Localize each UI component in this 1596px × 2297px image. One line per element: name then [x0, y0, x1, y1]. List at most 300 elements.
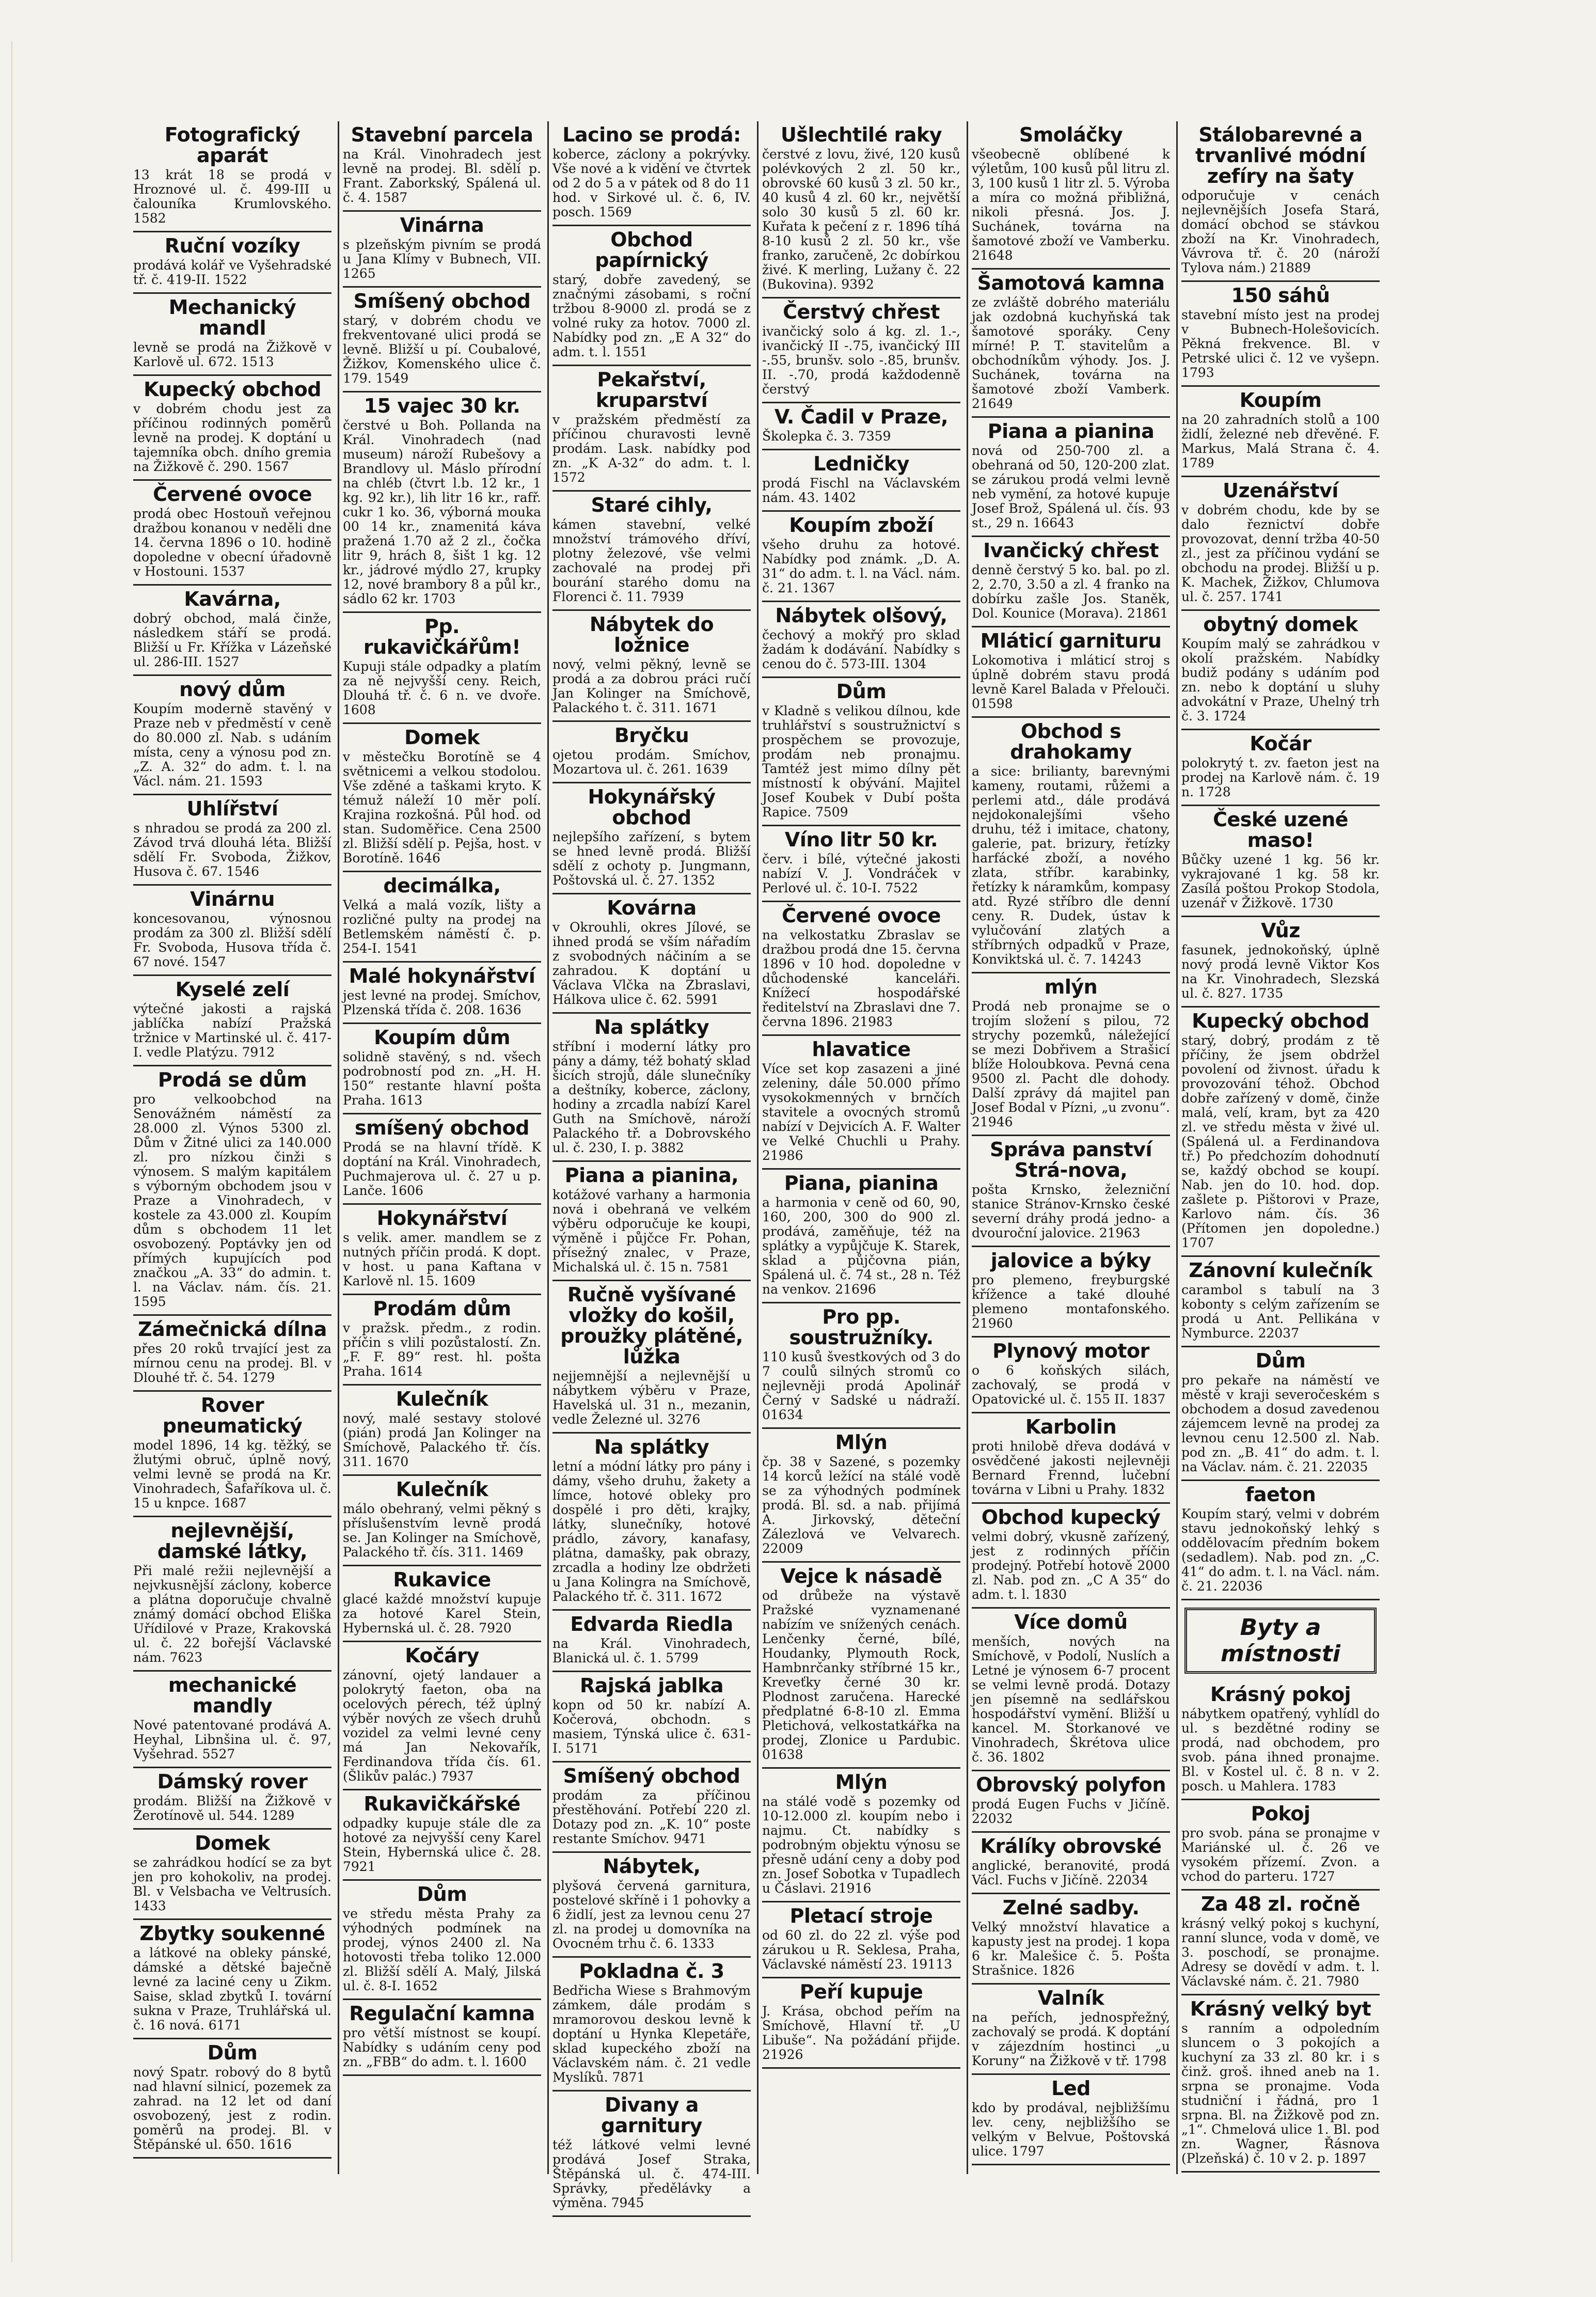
ad-headline: Nábytek do ložnice	[589, 613, 714, 656]
ad-headline: Led	[1051, 2077, 1091, 2100]
classified-ad	[343, 872, 541, 963]
ad-body: v pražsk. předm., z rodin. příčin s vlili pozůstalostí. Zn. „F. F. 89“ rest. hl. pošta Praha. 1614	[343, 1320, 541, 1379]
ad-body: krásný velký pokoj s kuchyní, ranní slunce, voda v domě, ve 3. poschodí, se pronajme. Adresy se dovědí v adm. t. l. Václavské nám. č. 21. 7980	[1181, 1916, 1380, 1989]
ad-body: červ. i bílé, výtečné jakosti nabízí V. J. Vondráček v Perlové ul. č. 10-I. 7522	[762, 852, 960, 895]
classified-ad	[133, 1830, 331, 1920]
ad-headline: Mlýn	[835, 1431, 888, 1454]
classified-ad	[552, 1672, 751, 1763]
classified-ad	[133, 294, 331, 376]
classified-ad	[972, 537, 1170, 627]
ad-body: čerstvé u Boh. Pollanda na Král. Vinohradech (nad museum) nároží Rubešovy a Brandlovy ul. Máslo přírodní na chléb (čtvrt l.b. 12 kr., 1 kg. 92 kr.), lih litr 16 kr., rafř. cukr 1 ko. 36, výborná mouka 00 14 kr., znamenitá káva pražená 1.70 až 2 zl., čočka litr 9, hrách 8, šišt 1 kg. 12 kr., jádrové mýdlo 27, krupky 12, nové brambory 8 a půl kr., sádlo 62 kr. 1703	[343, 418, 541, 606]
ad-headline: Piana, pianina	[784, 1172, 939, 1194]
classified-ad	[552, 1611, 751, 1672]
classified-ad	[133, 1392, 331, 1517]
ad-headline: Koupím dům	[374, 1026, 510, 1049]
classified-ad	[972, 1833, 1170, 1894]
classified-ad	[1181, 121, 1380, 282]
classified-ad	[552, 894, 751, 1014]
ad-headline: Malé hokynářství	[349, 965, 535, 987]
classified-ad	[343, 1790, 541, 1881]
classified-ad	[552, 1958, 751, 2091]
ad-headline: Prodá se dům	[157, 1068, 307, 1091]
ad-headline: Piana a pianina	[987, 420, 1155, 443]
ad-body: pro plemeno, freyburgské křížence a také dlouhé plemeno montafonského. 21960	[972, 1272, 1170, 1331]
ad-column	[548, 121, 755, 2210]
ad-headline: Červené ovoce	[782, 904, 941, 927]
ad-body: denně čerstvý 5 ko. bal. po zl. 2, 2.70, 3.50 a zl. 4 franko na dobírku zašle Jos. Staněk, Dol. Kounice (Morava). 21861	[972, 562, 1170, 621]
ad-headline: V. Čadil v Praze,	[774, 405, 949, 428]
classified-ad	[133, 676, 331, 795]
ad-body: koberce, záclony a pokrývky. Vše nové a k vidění ve čtvrtek od 2 do 5 a v pátek od 8 do 11 hod. v Sirkové ul. č. 6, IV. posch. 1569	[552, 147, 751, 219]
ad-body: nový Spatr. robový do 8 bytů nad hlavní silnicí, pozemek za zahrad. na 12 let od daní osvobozený, jest z rodin. poměrů na prodej. Bl. v Štěpánské ul. 650. 1616	[133, 2065, 331, 2152]
classified-ad	[972, 1413, 1170, 1504]
classified-ad	[133, 886, 331, 976]
classified-ad	[762, 1769, 960, 1902]
ad-body: na velkostatku Zbraslav se dražbou prodá dne 15. června 1896 v 10 hod. dopoledne v důchodenské kanceláři. Knížecí hospodářské ředitelství na Zbraslavi dne 7. června 1896. 21983	[762, 927, 960, 1029]
classified-ad	[343, 392, 541, 613]
ad-headline: Zánovní kulečník	[1189, 1259, 1372, 1282]
classified-ad	[552, 2091, 751, 2217]
classified-ad	[1181, 387, 1380, 477]
ad-headline: Smíšený obchod	[353, 290, 531, 312]
ad-headline: Regulační kamna	[349, 2002, 535, 2025]
ad-body: v Kladně s velikou dílnou, kde truhlářství s soustružnictví s prospěchem se provozuje, prodám neb pronajmu. Tamtéž jest mimo dílny pět místností k obývání. Majitel Josef Koubek v Dubí pošta Rapice. 7509	[762, 703, 960, 820]
ad-body: starý, dobře zavedený, se značnými zásobami, s roční tržbou 8-9000 zl. prodá se z volné ruky za hotov. 7000 zl. Nabídky pod zn. „E A 32“ do adm. t. l. 1551	[552, 272, 751, 359]
ad-headline: Víno litr 50 kr.	[784, 828, 938, 851]
ad-body: fasunek, jednokoňský, úplně nový prodá levně Viktor Kos na Kr. Vinohradech, Slezská ul. č. 827. 1735	[1181, 942, 1380, 1001]
classified-ad	[1181, 1995, 1380, 2173]
ad-headline: hlavatice	[812, 1038, 911, 1061]
ad-headline: Obchod papírnický	[595, 228, 708, 272]
ad-headline: Smíšený obchod	[563, 1765, 740, 1787]
ad-body: pro pekaře na náměstí ve městě v kraji severočeském s obchodem a dosud zavedenou zájemcem levně na prodej za levnou cenu 12.500 zl. Nab. pod zn. „B. 41“ do adm. t. l. na Václav. nám. č. 21. 22035	[1181, 1373, 1380, 1474]
ad-headline: Zelné sadby.	[1002, 1896, 1140, 1919]
classified-ad	[762, 1563, 960, 1769]
ad-headline: Kočáry	[405, 1644, 479, 1667]
ad-headline: Krásný pokoj	[1210, 1683, 1351, 1706]
ad-body: pro velkoobchod na Senovážném náměstí za 28.000 zl. Výnos 5300 zl. Dům v Žitné ulici za 140.000 zl. pro nízkou činži s výnosem. S malým kapitálem s výborným obchodem jsou v Praze a Vinohradech, v kostele za 43.000 zl. Koupím dům s obchodem 11 let osvobozený. Poptávky jen od přímých kupujících pod značkou „A. 33“ do admin. t. l. na Václav. nám. čís. 21. 1595	[133, 1092, 331, 1309]
classified-ad	[343, 2000, 541, 2076]
ad-body: od drůbeže na výstavě Pražské vyznamenané nabízím ve snížených cenách. Lenčenky černé, bílé, Houdanky, Plymouth Rock, Hambnrčanky stříbrné 15 kr., Kreveťky černé 30 kr. Plodnost zaručena. Harecké předplatné 6-8-10 zl. Emma Pletichová, velkostatkářka na prodej, Zlonice u Pardubic. 01638	[762, 1588, 960, 1762]
ad-body: solidně stavěný, s nd. všech podrobností pod zn. „H. H. 150“ restante hlavní pošta Praha. 1613	[343, 1049, 541, 1108]
ad-column	[339, 121, 545, 2179]
ad-headline: nový dům	[179, 678, 286, 701]
classified-ad	[552, 783, 751, 894]
ad-headline: mechanické mandly	[168, 1674, 297, 1717]
ad-headline: Králíky obrovské	[980, 1835, 1162, 1858]
classified-ad	[762, 1170, 960, 1303]
ad-headline: Kulečník	[396, 1388, 488, 1410]
ad-headline: Na splátky	[594, 1436, 709, 1458]
ad-headline: Lacino se prodá:	[562, 123, 741, 146]
classified-ad	[972, 121, 1170, 270]
ad-body: proti hnilobě dřeva dodává v osvědčené jakosti nejlevněji Bernard Frennd, lučební továrna v Libni u Prahy. 1832	[972, 1439, 1170, 1497]
ad-body: ze zvláště dobrého materiálu jak ozdobná kuchyňská tak šamotové sporáky. Ceny mírné! P. T. stavitelům a obchodníkům výhody. Jos. J. Suchánek, továrna na šamotové zboží Vamberk. 21649	[972, 295, 1170, 411]
ad-body: stavební místo jest na prodej v Bubnech-Holešovicích. Pěkná frekvence. Bl. v Petrské ulici č. 12 ve vyšepn. 1793	[1181, 307, 1380, 380]
classified-ad	[133, 2039, 331, 2159]
classified-ad	[972, 1985, 1170, 2075]
ad-body: ivančický solo á kg. zl. 1.-, ivančický II -.75, ivančický III -.55, brunšv. solo -.85, brunšv. II. -.70, prodá každodenně čerstvý	[762, 324, 960, 397]
ad-body: glacé každé množství kupuje za hotové Karel Stein, Hybernská ul. č. 28. 7920	[343, 1592, 541, 1635]
ad-headline: Kulečník	[396, 1478, 488, 1501]
ad-body: carambol s tabulí na 3 kobonty s celým zařízením se prodá u Ant. Pellikána v Nymburce. 22037	[1181, 1282, 1380, 1341]
ad-headline: Ledničky	[813, 452, 909, 475]
ad-body: o 6 koňských silách, zachovalý, se prodá v Opatovické ul. č. 155 II. 1837	[972, 1363, 1170, 1407]
ad-body: koncesovanou, výnosnou prodám za 300 zl. Bližší sdělí Fr. Svoboda, Husova třída č. 67 nové. 1547	[133, 911, 331, 969]
ad-body: Prodá se na hlavní třídě. K doptání na Král. Vinohradech, Puchmajerova ul. č. 27 u p. Lanče. 1606	[343, 1140, 541, 1198]
classified-ad	[1181, 1891, 1380, 1995]
classified-ad	[343, 212, 541, 288]
ad-headline: Nábytek,	[603, 1855, 701, 1878]
ad-body: kotážové varhany a harmonia nová i obehraná ve velkém výběru odporučuje ke koupi, výměně i půjčce Fr. Pohan, přísežný znalec, v Praze, Michalská ul. č. 15 n. 7581	[552, 1187, 751, 1275]
ad-body: všeobecně oblíbené k výletům, 100 kusů půl litru zl. 3, 100 kusů 1 litr zl. 5. Výroba a míra co možná přibližná, nikoli přesná. Jos. J. Suchánek, továrna na šamotové zboží ve Vamberku. 21648	[972, 147, 1170, 263]
ad-headline: Vůz	[1261, 919, 1300, 942]
classified-ad	[972, 973, 1170, 1136]
ad-body: zánovní, ojetý landauer a polokrytý faeton, oba na ocelových pérech, též úplný výběr nových ze všech druhů vozidel za velmi levné ceny má Jan Nekovařík, Ferdinandova třída čís. 61. (Šlikův palác.) 7937	[343, 1667, 541, 1784]
classified-ad	[1181, 730, 1380, 806]
ad-body: prodám. Bližší na Žižkově v Žerotínově ul. 544. 1289	[133, 1793, 331, 1823]
ad-headline: Rover pneumatický	[162, 1394, 303, 1437]
ad-body: na stálé vodě s pozemky od 10-12.000 zl. koupím nebo i najmu. Ct. nabídky s podrobným objektu výnosu se přesně udání ceny a doby pod zn. Josef Sobotka v Tupadlech u Čáslavi. 21916	[762, 1794, 960, 1896]
classified-ad	[972, 418, 1170, 537]
ad-body: 110 kusů švestkových od 3 do 7 coulů silných stromů co nejlevněji prodá Apolinář Černý v Sadské u nádraží. 01634	[762, 1349, 960, 1422]
classified-ad	[343, 1642, 541, 1790]
ad-body: kámen stavební, velké množství trámového dříví, plotny železové, vše velmi zachovalé na prodej při bourání starého domu na Florenci č. 11. 7939	[552, 517, 751, 604]
classified-ad	[552, 492, 751, 611]
ad-body: s nhradou se prodá za 200 zl. Závod trvá dlouhá léta. Bližší sdělí Fr. Svoboda, Žižkov, Husova č. 67. 1546	[133, 821, 331, 879]
ad-headline: Kavárna,	[184, 588, 281, 610]
classified-ad	[133, 1768, 331, 1830]
classified-ad	[343, 121, 541, 212]
ad-headline: Stavební parcela	[351, 123, 533, 146]
ad-body: Kupuji stále odpadky a platím za ně nejvyšší ceny. Reich, Dlouhá tř. č. 6 n. ve dvoře. 1608	[343, 659, 541, 717]
classified-ad	[762, 121, 960, 298]
ad-body: málo obehraný, velmi pěkný s příslušenstvím levně prodá se. Jan Kolinger na Smíchově, Palackého tř. čís. 311. 1469	[343, 1501, 541, 1560]
ad-body: kopn od 50 kr. nabízí A. Kočerová, obchodn. s masiem, Týnská ulice č. 631-I. 5171	[552, 1697, 751, 1756]
ad-body: nový, velmi pěkný, levně se prodá a za dobrou práci ručí Jan Kolinger na Smíchově, Palackého t. č. 311. 1671	[552, 657, 751, 715]
classified-ad	[552, 1014, 751, 1162]
classified-ad	[552, 1763, 751, 1853]
ad-body: s velik. amer. mandlem se z nutných příčin prodá. K dopt. v host. u pana Kaftana v Karlově nl. 15. 1609	[343, 1230, 541, 1288]
ad-headline: Koupím	[1239, 389, 1322, 412]
ad-headline: Za 48 zl. ročně	[1200, 1893, 1361, 1915]
ad-body: anglické, beranovité, prodá Václ. Fuchs v Jičíně. 22034	[972, 1858, 1170, 1887]
ad-headline: smíšený obchod	[355, 1116, 529, 1139]
ad-body: Lokomotiva i mláticí stroj s úplně dobrém stavu prodá levně Karel Balada v Přelouči. 01598	[972, 653, 1170, 711]
ad-body: Nové patentované prodává A. Heyhal, Libnšina ul. č. 97, Vyšehrad. 5527	[133, 1718, 331, 1761]
classified-ad	[762, 512, 960, 602]
column-rule	[338, 121, 339, 2174]
classified-ad	[762, 403, 960, 450]
classified-ad	[1181, 1008, 1380, 1257]
ad-headline: Pokoj	[1251, 1802, 1310, 1825]
classified-ad	[343, 963, 541, 1024]
ad-body: levně se prodá na Žižkově v Karlově ul. 672. 1513	[133, 340, 331, 369]
ad-body: pro svob. pána se pronajme v Mariánské ul. č. 26 ve vysokém přízemí. Zvon. a vchod do parteru. 1727	[1181, 1826, 1380, 1884]
classified-ad	[972, 627, 1170, 718]
ad-body: Koupím moderně stavěný v Praze neb v předměstí v ceně do 80.000 zl. Nab. s udáním místa, ceny a výnosu pod zn. „Z. A. 32“ do adm. t. l. na Václ. nám. 21. 1593	[133, 701, 331, 789]
ad-headline: Obchod kupecký	[981, 1506, 1161, 1529]
classified-ad	[133, 1672, 331, 1768]
ad-headline: Mlýn	[835, 1771, 888, 1793]
classified-ad	[133, 376, 331, 481]
ad-body: 13 krát 18 se prodá v Hroznové ul. č. 499-III u čalouníka Krumlovského. 1582	[133, 167, 331, 226]
classified-ad	[133, 1066, 331, 1316]
classified-ad	[1181, 477, 1380, 611]
ad-headline: Pp. rukavičkářům!	[363, 615, 521, 658]
ad-headline: Staré cihly,	[591, 494, 713, 516]
classified-ad	[972, 1894, 1170, 1985]
classified-ad	[552, 1162, 751, 1281]
ad-body: nový, malé sestavy stolové (pián) prodá Jan Kolinger na Smíchově, Palackého tř. čís. 311. 1670	[343, 1411, 541, 1469]
ad-headline: faeton	[1245, 1483, 1316, 1506]
classified-ad	[343, 1295, 541, 1386]
ad-headline: Stálobarevné a trvanlivé módní zefíry na šaty	[1195, 123, 1366, 187]
classified-ad	[972, 718, 1170, 973]
ad-body: na Král. Vinohradech jest levně na prodej. Bl. sdělí p. Frant. Zaborkský, Spálená ul. č. 4. 1587	[343, 147, 541, 205]
ad-headline: Ruční vozíky	[164, 234, 301, 257]
classified-ad	[133, 1316, 331, 1392]
classified-ad	[552, 1853, 751, 1958]
ad-headline: Hokynářství	[376, 1207, 508, 1230]
classified-ad	[1181, 917, 1380, 1008]
classified-ad	[762, 298, 960, 403]
ad-body: v pražském předměstí za příčinou churavosti levně prodám. Lask. nabídky pod zn. „K A-32“ do adm. t. l. 1572	[552, 412, 751, 485]
classified-ad	[343, 1386, 541, 1476]
ad-body: v dobrém chodu, kde by se dalo řeznictví dobře provozovat, denní tržba 40-50 zl., jest za příčinou vydání se obchodu na prodej. Bližší u p. K. Machek, Žižkov, Chlumova ul. č. 257. 1741	[1181, 502, 1380, 604]
classified-ad	[133, 1517, 331, 1672]
classified-ad	[133, 976, 331, 1066]
classified-ad	[343, 1566, 541, 1642]
ad-headline: Uhlířství	[186, 797, 278, 820]
classified-ad	[762, 1978, 960, 2069]
ad-headline: Rukavice	[393, 1568, 491, 1591]
ad-headline: Více domů	[1014, 1611, 1128, 1633]
ad-headline: Dům	[1255, 1349, 1306, 1372]
ad-body: a harmonia v ceně od 60, 90, 160, 200, 300 do 900 zl. prodává, zaměňuje, též na splátky a vypůjčuje K. Starek, sklad a půjčovna pián, Spálená ul. č. 74 st., 28 n. Též na venkov. 21696	[762, 1195, 960, 1297]
ad-body: na peřích, jednospřežný, zachovalý se prodá. K doptání v zájezdním hostinci „u Koruny“ na Žižkově v tř. 1798	[972, 2010, 1170, 2068]
classified-ad	[552, 121, 751, 226]
ad-body: polokrytý t. zv. faeton jest na prodej na Karlově nám. č. 19 n. 1728	[1181, 756, 1380, 799]
ad-body: starý, dobrý, prodám z tě příčiny, že jsem obdržel povolení od živnost. úřadu k provozování téhož. Obchod dobře zařízený v domě, činže malá, velí, kram, byt za 420 zl. ve středu města v živé ul. (Spálená ul. a Ferdinandova tř.) Po předchozím dohodnutí se, každý obchod se koupí. Nab. jen do 10. hod. dop. zašlete p. Pištorovi v Praze, Karlovo nám. čís. 36 (Přítomen jen dopoledne.) 1707	[1181, 1033, 1380, 1250]
ad-body: nábytkem opatřený, vyhlídl do ul. s bezdětné rodiny se prodá, nad obchodem, pro svob. pána ihned pronajme. Bl. v Kostel ul. č. 8 n. v 2. posch. u Mahlera. 1783	[1181, 1706, 1380, 1793]
ad-headline: České uzené maso!	[1213, 808, 1348, 852]
ad-headline: Pletací stroje	[789, 1905, 933, 1927]
ad-headline: Piana a pianina,	[564, 1164, 739, 1187]
ad-headline: Kočár	[1250, 732, 1311, 755]
ad-body: pro větší místnost se koupí. Nabídky s udáním ceny pod zn. „FBB“ do adm. t. l. 1600	[343, 2025, 541, 2069]
ad-body: Při malé režii nejlevnější a nejvkusnější záclony, koberce a plátna doporučuje chvalně známý domácí obchod Eliška Uřídilové v Praze, Krakovská ul. č. 22 bořejší Václavské nám. 7623	[133, 1563, 331, 1665]
ad-headline: Plynový motor	[992, 1340, 1149, 1362]
ad-headline: obytný domek	[1203, 613, 1358, 636]
ad-headline: mlýn	[1044, 976, 1098, 998]
classified-ad	[552, 226, 751, 366]
ad-headline: Obrovský polyfon	[976, 1773, 1166, 1796]
ad-body: čerstvé z lovu, živé, 120 kusů polévkových 2 zl. 50 kr., obrovské 60 kusů 3 zl. 50 kr., 40 kusů 4 zl. 60 kr., největší solo 30 kusů 5 zl. 60 kr. Kuřata k pečení z r. 1896 tíhá 8-10 kusů 2 zl. 50 kr., vše franko, zaručeně, 2c dobírkou živé. K merling, Lužany č. 22 (Bukovina). 9392	[762, 147, 960, 292]
column-rule	[757, 121, 759, 2174]
ad-body: prodává kolář ve Vyšehradské tř. č. 419-II. 1522	[133, 258, 331, 287]
classified-ad	[762, 826, 960, 902]
classified-ad	[133, 795, 331, 886]
classified-ad	[1181, 611, 1380, 730]
classified-ad	[343, 1205, 541, 1295]
column-rule	[547, 121, 549, 2174]
classified-ad	[972, 1136, 1170, 1247]
ad-headline: Krásný velký byt	[1190, 1997, 1371, 2020]
ad-headline: Pekařství, kruparství	[595, 368, 708, 412]
classified-ad	[972, 1247, 1170, 1338]
classified-ad	[133, 121, 331, 232]
ad-body: stříbní i moderní látky pro pány a dámy, též bohatý sklad šicích strojů, dále slunečníky a deštníky, koberce, záclony, hodiny a zrcadla nabízí Karel Guth na Smíchově, nároží Palackého tř. a Dobrovského ul. č. 230, I. p. 3882	[552, 1039, 751, 1155]
ad-headline: Kupecký obchod	[144, 378, 321, 401]
classified-ad	[343, 288, 541, 392]
ad-body: odpadky kupuje stále dle za hotové za nejvyšší ceny Karel Stein, Hybernská ulice č. 28. 7921	[343, 1816, 541, 1874]
ad-body: Koupím starý, velmi v dobrém stavu jednokoňský lehký s oddělovacím předním bokem (sedadlem). Nab. pod zn. „C. 41“ do adm. t. l. na Václ. nám. č. 21. 22036	[1181, 1506, 1380, 1594]
ad-body: nejjemnější a nejlevnější u nábytkem výběru v Praze, Havelská ul. 31 n., mezanin, vedle Železné ul. 3276	[552, 1368, 751, 1427]
ad-headline: Bryčku	[614, 724, 689, 747]
ad-body: s plzeňským pivním se prodá u Jana Klímy v Bubnech, VII. 1265	[343, 237, 541, 281]
classified-ad	[1181, 1257, 1380, 1347]
classified-ad	[762, 1036, 960, 1170]
ad-body: výtečné jakosti a rajská jablíčka nabízí Pražská tržnice v Martinské ul. č. 417-I. vedle Platýzu. 7912	[133, 1001, 331, 1060]
classified-ad	[972, 2075, 1170, 2165]
ad-body: čechový a mokřý pro sklad žadám k dodávání. Nabídky s cenou do č. 573-III. 1304	[762, 627, 960, 671]
ad-headline: Obchod s drahokamy	[1010, 720, 1132, 763]
ad-body: a sice: brilianty, barevnými kameny, routami, růžemi a perlemi atd., dále prodává nejdokonalejšími všeho druhu, též i imitace, chatony, galerie, pat. brizury, řetízky harfácké zboží, a nového zlata, stříbr. karabinky, řetízky k náramkům, kompasy atd. Ryzé stříbro dle denní ceny. R. Dudek, ústav k vylučování zlatých a stříbrných odpadků v Praze, Konviktská ul. č. 7. 14243	[972, 764, 1170, 967]
ad-headline: Nábytek olšový,	[775, 604, 947, 627]
ad-headline: Mechanický mandl	[168, 296, 296, 339]
ad-body: J. Krása, obchod peřím na Smíchově, Hlavní tř. „U Libuše“. Na požádání přijde. 21926	[762, 2004, 960, 2062]
ad-headline: Rajská jablka	[580, 1674, 723, 1697]
classified-ad	[972, 1504, 1170, 1609]
ad-body: letní a módní látky pro pány i dámy, všeho druhu, žakety a límce, hotové obleky pro dospělé i pro děti, krajky, látky, slunečníky, hotové prádlo, závory, kanafasy, plátna, damašky, pak obrazy, zrcadla a hodiny lze obdržeti u Jana Kolingra na Smíchově, Palackého tř. č. 311. 1672	[552, 1459, 751, 1604]
ad-column	[968, 121, 1174, 2179]
classified-ad	[1181, 282, 1380, 387]
ad-headline: Dámský rover	[157, 1770, 308, 1793]
ad-headline: decimálka,	[383, 874, 501, 897]
ad-headline: Ivančický chřest	[983, 539, 1159, 562]
ad-headline: Uzenářství	[1223, 479, 1338, 502]
ad-body: model 1896, 14 kg. těžký, se žlutými obruč, úplně nový, velmi levně se prodá na Kr. Vinohradech, Šafaříkova ul. č. 15 u knpce. 1687	[133, 1438, 331, 1511]
ad-body: se zahrádkou hodící se za byt jen pro kohokoliv, na prodej. Bl. v Velsbacha ve Veltrusích. 1433	[133, 1855, 331, 1913]
classified-ad	[343, 1476, 541, 1566]
ad-headline: Peří kupuje	[799, 1980, 923, 2003]
ad-body: velmi dobrý, vkusně zařízený, jest z rodinných příčin prodejný. Potřebí hotově 2000 zl. Nab. pod zn. „C A 35“ do adm. t. l. 1830	[972, 1529, 1170, 1602]
ad-column	[758, 121, 965, 2179]
ad-body: na 20 zahradních stolů a 100 židlí, železné neb dřevěné. F. Markus, Malá Strana č. 4. 1789	[1181, 412, 1380, 470]
ad-body: Prodá neb pronajme se o trojím složení s pilou, 72 strychy pozemků, náležející se mezi Dobřivem a Strašicí blíže Holoubkova. Pevná cena 9500 zl. Pacht dle dohody. Další zprávy dá majitel pan Josef Bodal v Pízni, „u zvonu“. 21946	[972, 999, 1170, 1129]
ad-headline: Dům	[207, 2041, 258, 2064]
classified-ad	[972, 1609, 1170, 1771]
ad-body: v dobrém chodu jest za příčinou rodinných poměrů levně na prodej. K doptání u tajemníka obch. dního gremia na Žižkově č. 290. 1567	[133, 401, 331, 474]
classified-ad	[762, 602, 960, 678]
ad-headline: Divany a garnitury	[601, 2094, 702, 2137]
ad-body: prodám za příčinou přestěhování. Potřebí 220 zl. Dotazy pod zn. „K. 10“ poste restante Smíchov. 9471	[552, 1788, 751, 1846]
ad-headline: Červené ovoce	[153, 483, 312, 506]
classified-ad	[762, 1902, 960, 1978]
ad-headline: 150 sáhů	[1231, 284, 1330, 307]
ad-body: Velká a malá vozík, lišty a rozličné pulty na prodej na Betlemském náměstí č. p. 254-I. 1541	[343, 898, 541, 956]
ad-body: všeho druhu za hotové. Nabídky pod známk. „D. A. 31“ do adm. t. l. na Václ. nám. č. 21. 1367	[762, 537, 960, 595]
ad-body: čp. 38 v Sazené, s pozemky 14 korců ležící na stálé vodě se za výhodných podmínek prodá. Bl. sd. a nab. přijímá A. Jirkovský, děteční Zálezlová ve Velvarech. 22009	[762, 1454, 960, 1556]
classified-ad	[1181, 1347, 1380, 1481]
classified-ad	[762, 902, 960, 1036]
ad-body: kdo by prodával, nejbližšímu lev. ceny, nejbližšího se velkým v Belvue, Poštovská ulice. 1797	[972, 2100, 1170, 2159]
ad-body: přes 20 roků trvající jest za mírnou cenu na prodej. Bl. v Dlouhé tř. č. 54. 1279	[133, 1341, 331, 1385]
classified-ad	[552, 1281, 751, 1434]
column-rule	[1176, 121, 1178, 2174]
ad-headline: Fotografický aparát	[164, 123, 301, 167]
ad-headline: Kovárna	[607, 896, 697, 919]
ad-body: a látkové na obleky pánské, dámské a dětské baječně levné za laciné ceny u Zikm. Saise, sklad zbytků I. tovární sukna v Praze, Truhlářská ul. č. 16 nová. 6171	[133, 1945, 331, 2033]
ad-body: s ranním a odpoledním sluncem o 3 pokojích a kuchyní za 33 zl. 80 kr. i s činž. groš. ihned aneb na 1. srpna se pronajme. Voda studniční i řádná, pro 1 srpna. Bl. na Žižkově pod zn. „1“. Chmelová ulice 1. Bl. pod zn. Wagner, Řásnova (Plzeňská) č. 10 v 2. p. 1897	[1181, 2021, 1380, 2166]
ad-headline: Zbytky soukenné	[139, 1922, 325, 1945]
ad-body: plyšová červená garnitura, postelové skříně i 1 pohovky a 6 židlí, jest za levnou cenu 27 zl. na prodej u domovníka na Ovocném trhu č. 6. 1333	[552, 1878, 751, 1951]
ad-headline: Na splátky	[594, 1016, 709, 1039]
ad-headline: Mláticí garnituru	[980, 630, 1162, 652]
classified-ad	[343, 1881, 541, 2000]
ad-headline: Dům	[417, 1883, 467, 1906]
classified-ad	[972, 1338, 1170, 1413]
ad-headline: Prodám dům	[373, 1297, 511, 1320]
classified-ad	[133, 232, 331, 294]
ad-body: jest levné na prodej. Smíchov, Plzenská třída č. 208. 1636	[343, 988, 541, 1017]
classified-ad	[1181, 1800, 1380, 1891]
ad-body: ojetou prodám. Smíchov, Mozartova ul. č. 261. 1639	[552, 747, 751, 777]
ad-body: nejlepšího zařízení, s bytem se hned levně prodá. Bližší sdělí z ochoty p. Jungmann, Poštovská ul. č. 27. 1352	[552, 829, 751, 888]
ad-body: pošta Krnsko, železniční stanice Stránov-Krnsko české severní dráhy prodá jedno- a dvouroční jalovice. 21963	[972, 1182, 1170, 1240]
ad-headline: Edvarda Riedla	[570, 1613, 733, 1635]
ad-body: v městečku Borotíně se 4 světnicemi a velkou stodolou. Vše zděné a taškami kryto. K témuž náleží 10 měr polí. Krajina rozkošná. Půl hod. od stan. Sudoměřice. Cena 2500 zl. Bližší sdělí p. Pejša, host. v Borotíně. 1646	[343, 749, 541, 866]
ad-headline: Valník	[1037, 1987, 1104, 2009]
ad-headline: Čerstvý chřest	[783, 301, 940, 323]
classified-ad	[1181, 1681, 1380, 1800]
ad-headline: Rukavičkářské	[364, 1792, 520, 1815]
classified-ad	[762, 1303, 960, 1429]
classified-ad	[343, 1024, 541, 1114]
ad-headline: Vinárnu	[190, 888, 275, 910]
classified-ad	[343, 724, 541, 872]
ad-body: nová od 250-700 zl. a obehraná od 50, 120-200 zlat. se zárukou prodá velmi levně neb vymění, za hotové kupuje Josef Brož, Spálená ul. čís. 93 st., 29 n. 16643	[972, 443, 1170, 530]
classified-ad	[762, 1429, 960, 1563]
classified-ad	[1181, 806, 1380, 917]
ad-headline: nejlevnější, damské látky,	[157, 1519, 308, 1563]
ad-body: Bůčky uzené 1 kg. 56 kr. vykrajované 1 kg. 58 kr. Zasílá poštou Prokop Stodola, uzenář v Žižkově. 1730	[1181, 852, 1380, 910]
ad-body: v Okrouhli, okres Jílové, se ihned prodá se vším nářadím z svobodných náčiním a se zahradou. K doptání u Václava Vlčka na Zbraslavi, Hálkova ulice č. 62. 5991	[552, 920, 751, 1007]
ad-headline: Vejce k násadě	[780, 1565, 942, 1587]
column-rule	[967, 121, 968, 2174]
classified-ad	[343, 1114, 541, 1205]
classified-ad	[552, 1434, 751, 1611]
classified-ad	[133, 481, 331, 586]
classified-ad	[133, 1920, 331, 2039]
ad-headline: 15 vajec 30 kr.	[364, 395, 520, 417]
ad-headline: Správa panství Strá-nova,	[989, 1138, 1152, 1182]
classified-ad	[762, 678, 960, 826]
page-fold-shadow	[11, 41, 12, 2262]
ad-column	[1177, 121, 1384, 2179]
ad-headline: Hokynářský obchod	[588, 785, 716, 829]
ad-headline: Smoláčky	[1019, 123, 1123, 146]
ad-body: od 60 zl. do 22 zl. výše pod zárukou u R. Seklesa, Praha, Václavské náměstí 23. 19113	[762, 1928, 960, 1972]
ad-headline: Šamotová kamna	[977, 272, 1165, 294]
classified-ad	[133, 586, 331, 676]
classified-ad	[972, 270, 1170, 418]
ad-headline: Vinárna	[400, 214, 484, 237]
ad-body: menších, nových na Smíchově, v Podolí, Nuslích a Letné je výnosem 6-7 procent se velmi levně prodá. Dotazy jen písemně na sedlářskou hospodářství vymění. Bližší u kancel. M. Storkanové ve Vinohradech, Škrétova ulice č. 36. 1802	[972, 1634, 1170, 1765]
ad-body: na Král. Vinohradech, Blanická ul. č. 1. 5799	[552, 1636, 751, 1665]
ad-body: Koupím malý se zahrádkou v okolí pražském. Nabídky budiž podány s udáním pod zn. nebo k doptání u sluhy advokátní v Praze, Uhelný trh č. 3. 1724	[1181, 636, 1380, 723]
